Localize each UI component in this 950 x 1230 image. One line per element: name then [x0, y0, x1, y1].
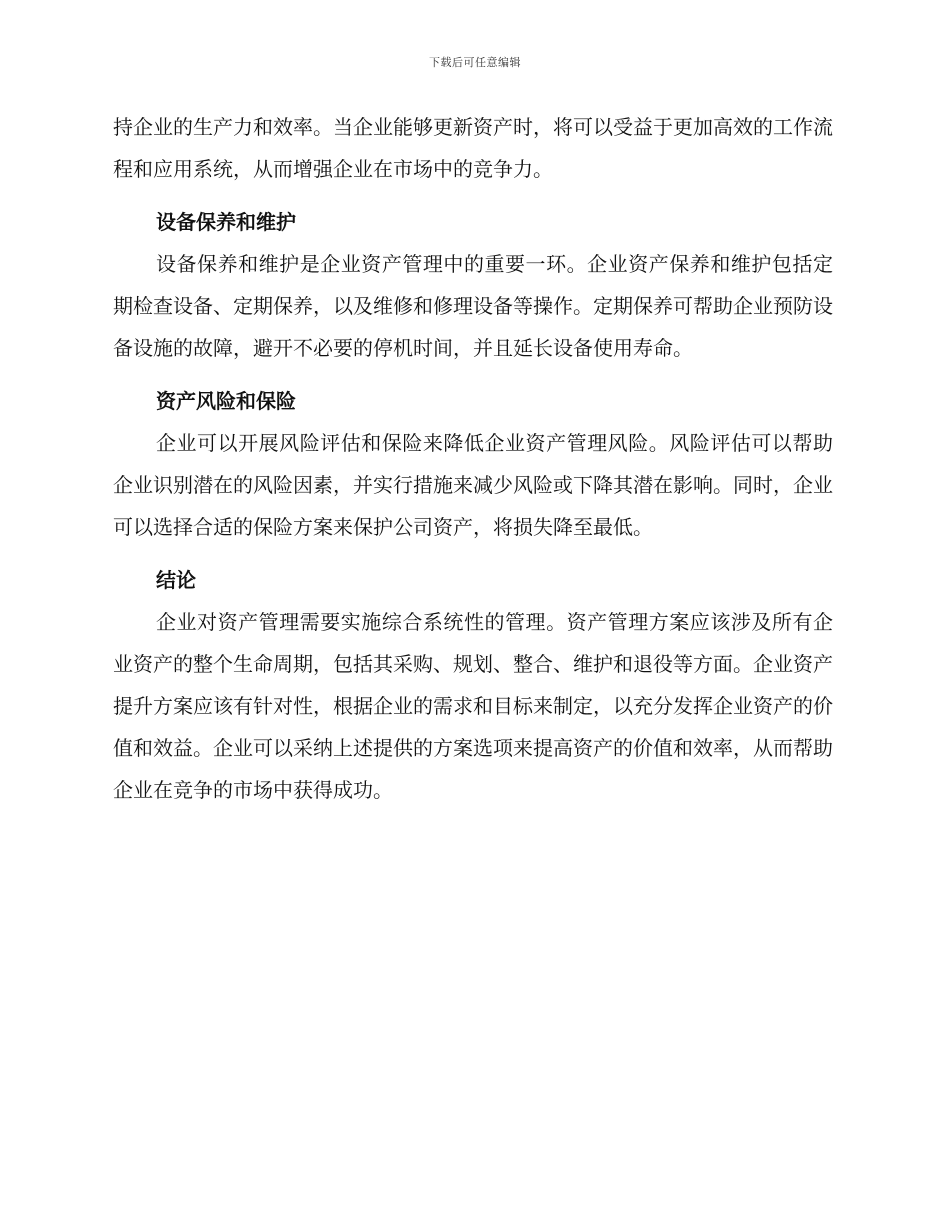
- document-body: [113, 106, 833, 811]
- risk-paragraph: 企业可以开展风险评估和保险来降低企业资产管理风险。风险评估可以帮助企业识别潜在的风险因素，并实行措施来减少风险或下降其潜在影响。同时，企业可以选择合适的保险方案来保护公司资产，将损失降至最低。: [113, 431, 833, 539]
- maintenance-heading: 设备保养和维护: [156, 210, 296, 234]
- page-header: 下载后可任意编辑: [429, 56, 521, 69]
- conclusion-paragraph: 企业对资产管理需要实施综合系统性的管理。资产管理方案应该涉及所有企业资产的整个生命周期，包括其采购、规划、整合、维护和退役等方面。企业资产提升方案应该有针对性，根据企业的需求和目标来制定，以充分发挥企业资产的价值和效益。企业可以采纳上述提供的方案选项来提高资产的价值和效率，从而帮助企业在竞争的市场中获得成功。: [113, 610, 833, 802]
- conclusion-heading: 结论: [156, 568, 196, 592]
- intro-paragraph: 持企业的生产力和效率。当企业能够更新资产时，将可以受益于更加高效的工作流程和应用系统，从而增强企业在市场中的竞争力。: [113, 115, 833, 181]
- risk-heading: 资产风险和保险: [156, 389, 296, 413]
- maintenance-paragraph: 设备保养和维护是企业资产管理中的重要一环。企业资产保养和维护包括定期检查设备、定期保养，以及维修和修理设备等操作。定期保养可帮助企业预防设备设施的故障，避开不必要的停机时间，并且延长设备使用寿命。: [113, 252, 833, 360]
